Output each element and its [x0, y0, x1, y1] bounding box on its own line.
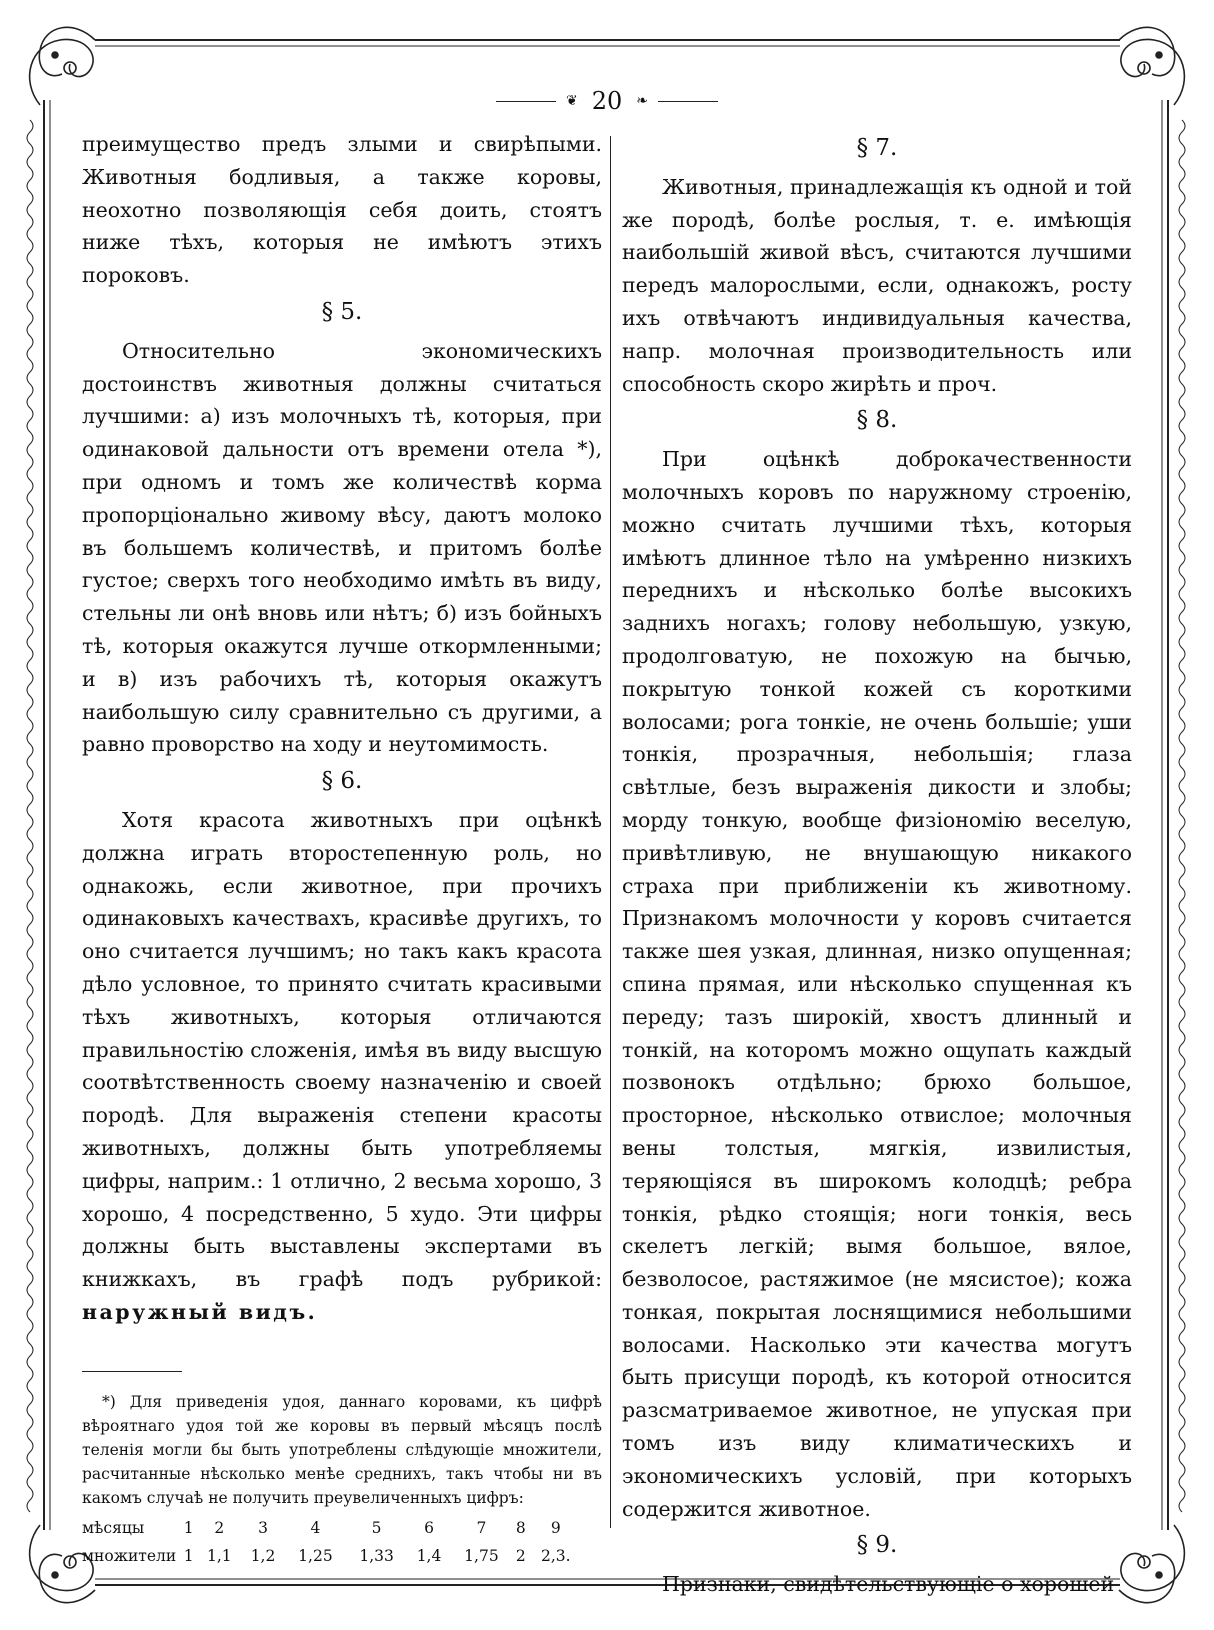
- column-divider: [610, 136, 611, 1528]
- table-cell: 1,25: [298, 1546, 333, 1565]
- page-number: 20: [591, 87, 623, 115]
- table-cell: 4: [310, 1518, 321, 1537]
- section-heading-6: § 6.: [321, 768, 363, 795]
- table-cell: 3: [258, 1518, 268, 1537]
- paragraph-continued: преимущество предъ злыми и свирѣпыми. Животныя бодливыя, а также коровы, неохотно позволяющія себя доить, стоятъ ниже тѣхъ, которыя не имѣютъ этихъ пороковъ.: [82, 132, 602, 288]
- header-ornament-left-icon: ❦: [565, 93, 578, 109]
- paragraph-section-7: Животныя, принадлежащія къ одной и той же породѣ, болѣе рослыя, т. е. имѣющія наибольшій живой вѣсъ, считаются лучшими передъ малорослыми, если, однакожъ, росту ихъ отвѣчаютъ индивидуальныя качества, напр. молочная производительность или способность скоро жирѣть и проч.: [622, 174, 1132, 396]
- paragraph-section-8: При оцѣнкѣ доброкачественности молочныхъ коровъ по наружному строенію, можно считать лучшими тѣхъ, которыя имѣютъ длинное тѣло на умѣренно низкихъ переднихъ и нѣсколько болѣе высокихъ заднихъ ногахъ; голову небольшую, узкую, продолговатую, не похожую на бычью, покрытую тонкой кожей съ короткими волосами; рога тонкіе, не очень большіе; уши тонкія, прозрачныя, небольшія; глаза свѣтлые, безъ выраженія дикости и злобы; морду тонкую, вообще физіономію веселую, привѣтливую, не внушающую никакого страха при приближеніи къ животному. Признакомъ молочности у коровъ считается также шея узкая, длинная, низко опущенная; спина прямая, или нѣсколько спущенная къ переду; тазъ широкій, хвостъ длинный и тонкій, на которомъ можно ощупать каждый позвонокъ отдѣльно; брюхо большое, просторное, нѣсколько отвислое; молочныя вены толстыя, мягкія, извилистыя, теряющіяся въ широкомъ колодцѣ; ребра тонкія, рѣдко стоящія; ноги тонкія, весь скелетъ легкій; вымя большое, вялое, безволосое, растяжимое (не мясистое); кожа тонкая, покрытая лоснящимися небольшими волосами. Насколько эти качества могутъ быть присущи породѣ, къ которой относится разсматриваемое животное, не упуская при томъ изъ виду климатическихъ и экономическихъ условій, при которыхъ содержится животное.: [622, 447, 1132, 1521]
- table-cell: 5: [371, 1518, 382, 1537]
- page-header: [0, 86, 1214, 116]
- header-rule-right: [658, 101, 718, 102]
- table-row-months: [82, 1514, 582, 1542]
- table-cell: 1: [183, 1546, 194, 1565]
- footnote-text: *) Для приведенія удоя, даннаго коровами, къ цифрѣ вѣроятнаго удоя той же коровы въ первый мѣсяцъ послѣ теленія могли бы быть употреблены слѣдующіе множители, расчитанные нѣсколько менѣе среднихъ, такъ чтобы ни въ какомъ случаѣ не получить преувеличенныхъ цифръ:: [82, 1392, 602, 1507]
- multipliers-label: множители: [82, 1546, 177, 1565]
- table-cell: 1,75: [464, 1546, 499, 1565]
- table-cell: 1: [183, 1518, 194, 1537]
- table-cell: 8: [515, 1518, 526, 1537]
- footnote: [82, 1390, 602, 1570]
- table-cell: 9: [550, 1518, 561, 1537]
- section-heading-5: § 5.: [321, 298, 363, 325]
- left-column: [82, 128, 602, 1570]
- paragraph-section-9: Признаки, свидѣтельствующіе о хорошей: [662, 1572, 1115, 1597]
- months-label: мѣсяцы: [82, 1518, 145, 1537]
- footnote-rule: [82, 1371, 182, 1372]
- multiplier-table: [82, 1514, 582, 1570]
- rubric-label: наружный видъ.: [82, 1299, 318, 1324]
- right-column: [622, 128, 1132, 1601]
- table-cell: 1,33: [359, 1546, 394, 1565]
- table-cell: 1,1: [207, 1546, 232, 1565]
- section-heading-7: § 7.: [856, 135, 898, 161]
- paragraph-section-6-text: Хотя красота животныхъ при оцѣнкѣ должна играть второстепенную роль, но однакожь, если животное, при прочихъ одинаковыхъ качествахъ, красивѣе другихъ, то оно считается лучшимъ; но такъ какъ красота дѣло условное, то принято считать красивыми тѣхъ животныхъ, которыя отличаются правильностію сложенія, имѣя въ виду высшую соотвѣтственность своему назначенію и своей породѣ. Для выраженія степени красоты животныхъ, должны быть употребляемы цифры, наприм.: 1 отлично, 2 весьма хорошо, 3 хорошо, 4 посредственно, 5 худо. Эти цифры должны быть выставлены экспертами въ книжкахъ, въ графѣ подъ рубрикой:: [82, 807, 602, 1292]
- section-heading-9: § 9.: [856, 1532, 898, 1559]
- paragraph-section-5: Относительно экономическихъ достоинствъ животныя должны считаться лучшими: а) изъ молочныхъ тѣ, которыя, при одинаковой дальности отъ времени отела *), при одномъ и томъ же количествѣ корма пропорціонально живому вѣсу, даютъ молоко въ большемъ количествѣ, и притомъ болѣе густое; сверхъ того необходимо имѣть въ виду, стельны ли онѣ вновь или нѣтъ; б) изъ бойныхъ тѣ, которыя окажутся лучше откормленными; и в) изъ рабочихъ тѣ, которыя окажутъ наибольшую силу сравнительно съ другими, а равно проворство на ходу и неутомимость.: [82, 338, 602, 757]
- paragraph-section-6: [82, 804, 602, 1329]
- table-cell: 1,2: [250, 1546, 276, 1565]
- table-cell: 7: [476, 1518, 487, 1537]
- header-ornament-right-icon: ❧: [636, 93, 648, 109]
- table-cell: 6: [424, 1518, 434, 1537]
- header-rule-left: [496, 101, 556, 102]
- table-cell: 1,4: [416, 1546, 442, 1565]
- table-row-multipliers: [82, 1542, 582, 1570]
- table-cell: 2: [515, 1546, 526, 1565]
- table-cell: 2,3.: [540, 1546, 571, 1565]
- section-heading-8: § 8.: [856, 407, 898, 434]
- table-cell: 2: [214, 1518, 225, 1537]
